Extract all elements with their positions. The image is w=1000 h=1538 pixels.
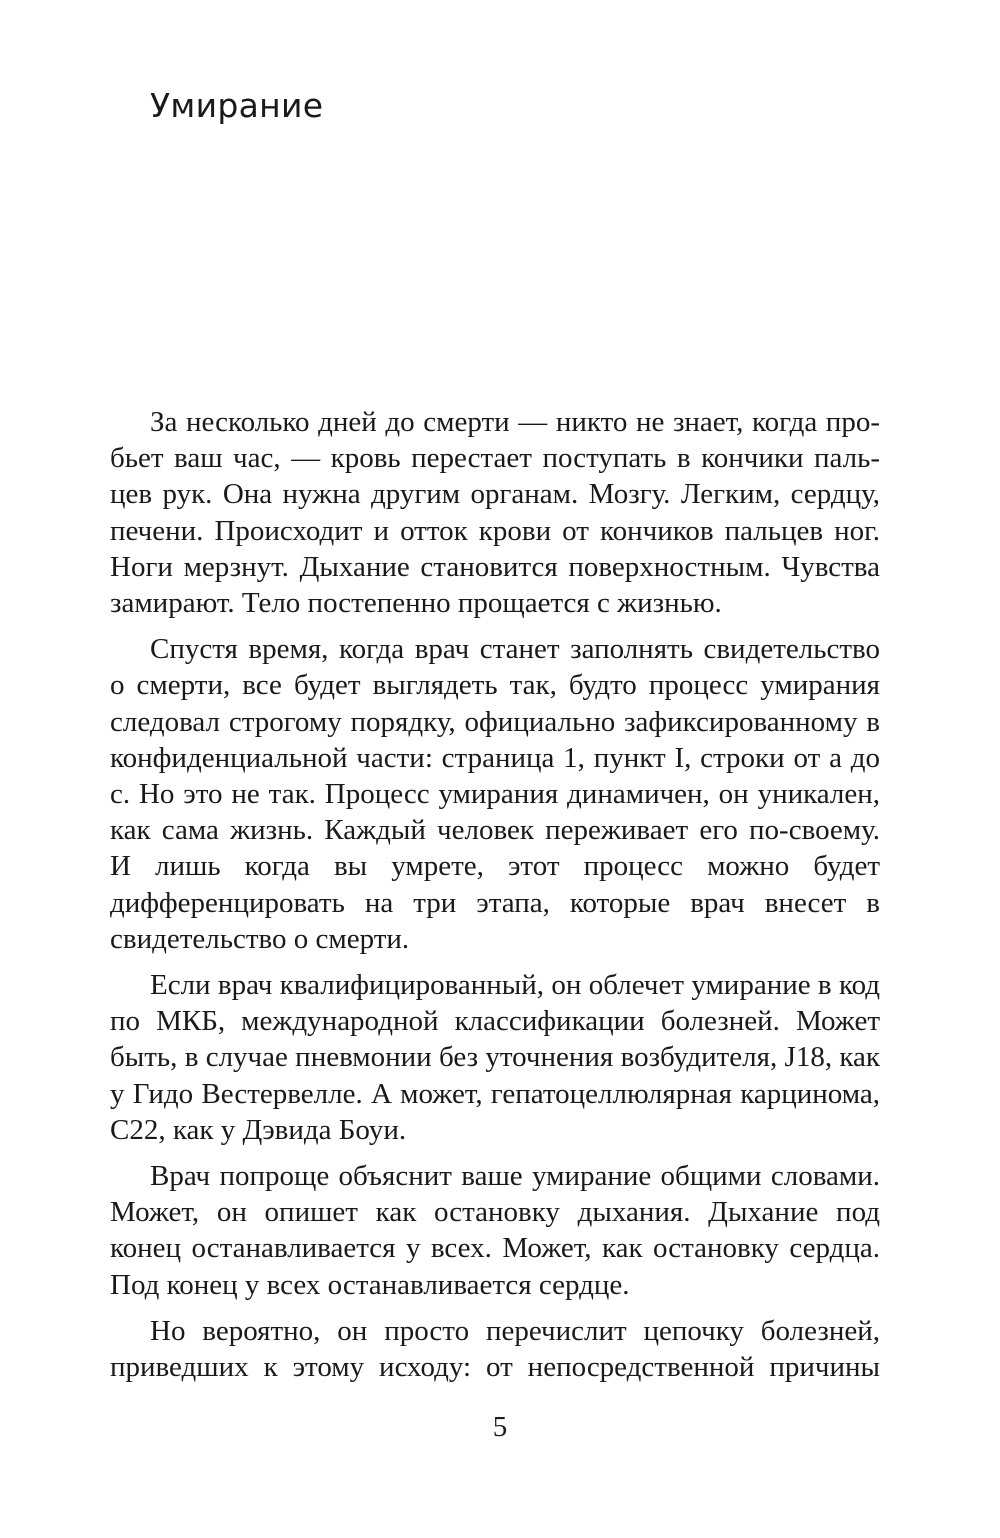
paragraph: За несколько дней до смерти — никто не знает, когда пробьет ваш час, — кровь перестает поступать в кончики пальцев рук. Она нужна другим органам. Мозгу. Легким, сердцу, печени. Происходит и отток крови от кончиков пальцев ног. Ноги мерзнут. Дыхание становится поверхностным. Чувства замирают. Тело постепенно прощается с жизнью. <box>110 406 880 620</box>
paragraph: Врач попроще объяснит ваше умирание общими словами. Может, он опишет как остановку дыхания. Дыхание под конец останавливается у всех. Может, как остановку сердца. Под конец у всех останавливается сердце. <box>110 1160 880 1301</box>
chapter-title: Умирание <box>150 86 324 125</box>
page-number: 5 <box>492 1411 508 1443</box>
body-text <box>110 404 880 1395</box>
paragraph: Если врач квалифицированный, он облечет умирание в код по МКБ, международной классификации болезней. Может быть, в случае пневмонии без уточнения возбудителя, J18, как у Гидо Вестервелле. А может, гепатоцеллюлярная карцинома, C22, как у Дэвида Боуи. <box>110 969 880 1146</box>
paragraph: Но вероятно, он просто перечислит цепочку болезней, приведших к этому исходу: от непосредственной причины <box>110 1314 880 1384</box>
paragraph: Спустя время, когда врач станет заполнять свидетельство о смерти, все будет выглядеть так, будто процесс умирания следовал строгому порядку, официально зафиксированному в конфиденциальной части: страница 1, пункт I, строки от а до с. Но это не так. Процесс умирания динамичен, он уникален, как сама жизнь. Каждый человек переживает его по-своему. И лишь когда вы умрете, этот процесс можно будет дифференцировать на три этапа, которые врач внесет в свидетельство о смерти. <box>110 633 880 955</box>
